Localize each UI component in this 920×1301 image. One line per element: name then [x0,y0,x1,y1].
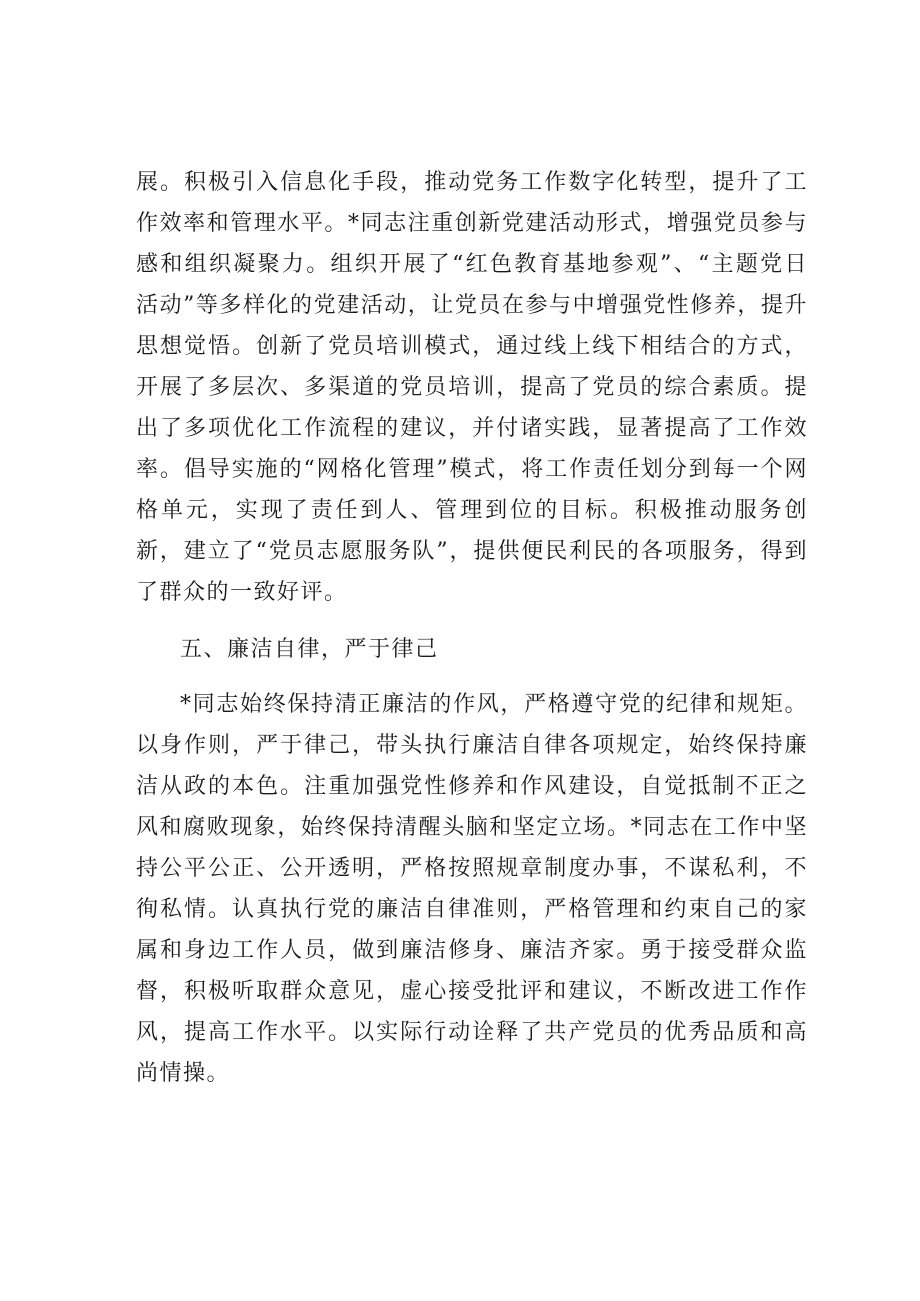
document-body [136,162,808,1094]
paragraph-continued: 展。积极引入信息化手段，推动党务工作数字化转型，提升了工作效率和管理水平。*同志注重创新党建活动形式，增强党员参与感和组织凝聚力。组织开展了“红色教育基地参观”、“主题党日活动”等多样化的党建活动，让党员在参与中增强党性修养，提升思想觉悟。创新了党员培训模式，通过线上线下相结合的方式，开展了多层次、多渠道的党员培训，提高了党员的综合素质。提出了多项优化工作流程的建议，并付诸实践，显著提高了工作效率。倡导实施的“网格化管理”模式，将工作责任划分到每一个网格单元，实现了责任到人、管理到位的目标。积极推动服务创新，建立了“党员志愿服务队”，提供便民利民的各项服务，得到了群众的一致好评。 [136,170,808,605]
paragraph-section-5: *同志始终保持清正廉洁的作风，严格遵守党的纪律和规矩。以身作则，严于律己，带头执行廉洁自律各项规定，始终保持廉洁从政的本色。注重加强党性修养和作风建设，自觉抵制不正之风和腐败现象，始终保持清醒头脑和坚定立场。*同志在工作中坚持公平公正、公开透明，严格按照规章制度办事，不谋私利，不徇私情。认真执行党的廉洁自律准则，严格管理和约束自己的家属和身边工作人员，做到廉洁修身、廉洁齐家。勇于接受群众监督，积极听取群众意见，虚心接受批评和建议，不断改进工作作风，提高工作水平。以实际行动诠释了共产党员的优秀品质和高尚情操。 [136,692,808,1086]
section-heading: 五、廉洁自律，严于律己 [180,637,439,662]
